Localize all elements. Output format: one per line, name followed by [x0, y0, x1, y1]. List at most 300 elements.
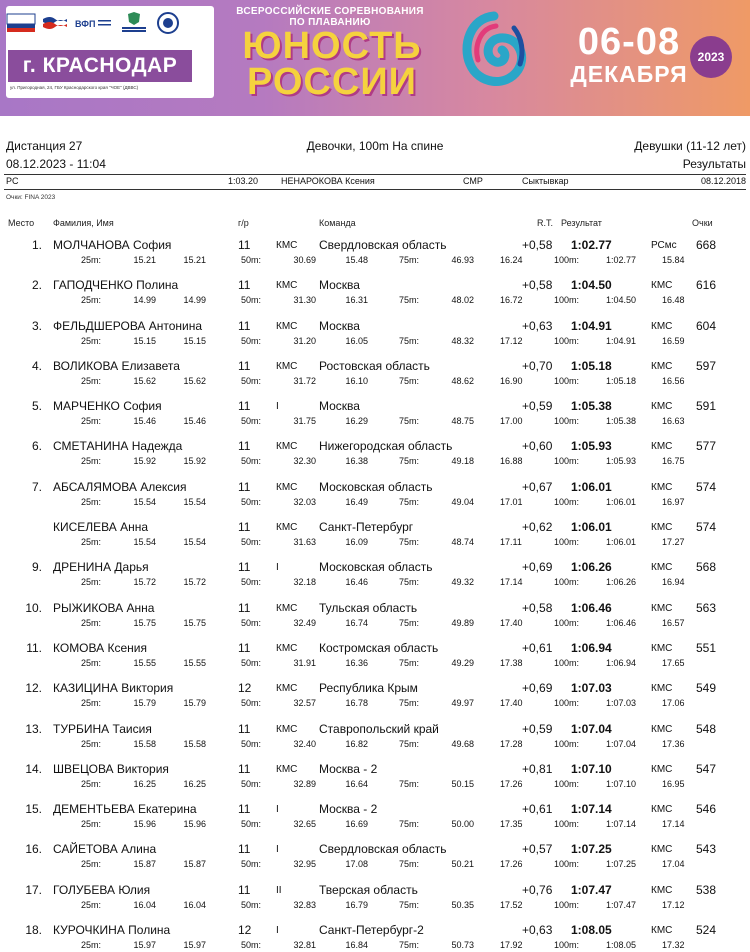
- split-25-time: 15.55: [133, 657, 156, 668]
- split-25-time: 15.97: [133, 940, 156, 951]
- place: 12.: [25, 681, 42, 696]
- split-50-label: 50m:: [241, 295, 262, 306]
- athlete-rank: КМС: [276, 320, 298, 332]
- birth-year: 11: [238, 278, 251, 293]
- split-75-label: 75m:: [399, 375, 420, 386]
- athlete-rank: КМС: [276, 522, 298, 534]
- split-25-cumulative: 15.92: [183, 456, 206, 467]
- split-25-label: 25m:: [81, 496, 102, 507]
- athlete-rank: I: [276, 844, 279, 856]
- result-rank: КМС: [651, 683, 673, 695]
- split-100-label: 100m:: [554, 577, 580, 588]
- birth-year: 11: [238, 520, 251, 535]
- birth-year: 11: [238, 318, 251, 333]
- split-50-cumulative: 31.63: [293, 537, 316, 548]
- column-header-rt: R.T.: [537, 218, 554, 228]
- team: Санкт-Петербург-2: [319, 923, 424, 938]
- split-100-time: 17.27: [662, 537, 685, 548]
- split-25-label: 25m:: [81, 698, 102, 709]
- birth-year: 11: [238, 640, 251, 655]
- split-100-label: 100m:: [554, 657, 580, 668]
- athlete-rank: II: [276, 884, 282, 896]
- athlete-rank: КМС: [276, 481, 298, 493]
- split-50-label: 50m:: [241, 698, 262, 709]
- split-100-label: 100m:: [554, 255, 580, 265]
- split-75-label: 75m:: [399, 859, 420, 870]
- reaction-time: +0,76: [522, 882, 553, 897]
- result-rank: КМС: [651, 401, 673, 413]
- result-time: 1:07.25: [571, 842, 612, 857]
- split-25-time: 16.25: [133, 778, 156, 789]
- split-75-time: 17.52: [500, 899, 523, 910]
- split-75-time: 17.92: [500, 940, 523, 951]
- split-25-time: 15.92: [133, 456, 156, 467]
- split-100-label: 100m:: [554, 617, 580, 628]
- points: 597: [696, 358, 717, 373]
- split-100-cumulative: 1:07.03: [605, 698, 636, 709]
- split-75-label: 75m:: [399, 295, 420, 306]
- points: 591: [696, 399, 717, 414]
- result-row: [0, 800, 750, 840]
- split-50-cumulative: 31.91: [293, 657, 316, 668]
- split-75-label: 75m:: [399, 617, 420, 628]
- reaction-time: +0,58: [522, 600, 553, 615]
- split-25-time: 15.96: [133, 819, 156, 830]
- result-rank: КМС: [651, 844, 673, 856]
- split-25-cumulative: 15.46: [183, 416, 206, 427]
- split-25-cumulative: 15.54: [183, 496, 206, 507]
- split-75-label: 75m:: [399, 899, 420, 910]
- athlete-rank: КМС: [276, 602, 298, 614]
- split-100-time: 16.94: [662, 577, 685, 588]
- result-time: 1:07.04: [571, 721, 612, 736]
- result-time: 1:05.38: [571, 399, 612, 414]
- result-time: 1:05.18: [571, 358, 612, 373]
- split-75-label: 75m:: [399, 537, 420, 548]
- split-100-time: 16.95: [662, 778, 685, 789]
- split-100-label: 100m:: [554, 778, 580, 789]
- athlete-name: ШВЕЦОВА Виктория: [53, 761, 169, 776]
- split-100-cumulative: 1:07.14: [605, 819, 636, 830]
- split-50-time: 16.38: [345, 456, 368, 467]
- split-50-time: 16.36: [345, 657, 368, 668]
- birth-year: 11: [238, 479, 251, 494]
- record-rank: СМР: [463, 176, 483, 186]
- result-row: [0, 518, 750, 558]
- split-50-cumulative: 32.03: [293, 496, 316, 507]
- points: 574: [696, 520, 717, 535]
- split-100-label: 100m:: [554, 738, 580, 749]
- result-time: 1:02.77: [571, 238, 612, 252]
- split-100-cumulative: 1:02.77: [605, 255, 636, 265]
- result-time: 1:07.03: [571, 681, 612, 696]
- split-100-time: 17.04: [662, 859, 685, 870]
- athlete-name: АБСАЛЯМОВА Алексия: [53, 479, 187, 494]
- team: Республика Крым: [319, 681, 418, 696]
- points: 574: [696, 479, 717, 494]
- split-75-time: 17.11: [500, 537, 522, 548]
- place: 14.: [25, 761, 42, 776]
- split-50-time: 16.84: [345, 940, 368, 951]
- team: Костромская область: [319, 640, 439, 655]
- result-row: [0, 881, 750, 921]
- venue-address: ул. Пригородная, 24, ГБУ Краснодарского края "ЧОЕ" (ДВВС): [10, 85, 139, 90]
- points-note: Очки: FINA 2023: [6, 194, 56, 201]
- points: 524: [696, 923, 717, 938]
- team: Москва: [319, 318, 360, 333]
- result-row: [0, 760, 750, 800]
- reaction-time: +0,62: [522, 520, 553, 535]
- split-75-cumulative: 49.32: [451, 577, 474, 588]
- split-100-time: 17.32: [662, 940, 685, 951]
- points: 604: [696, 318, 717, 333]
- header-divider: [4, 174, 746, 175]
- split-25-label: 25m:: [81, 657, 102, 668]
- reaction-time: +0,61: [522, 640, 553, 655]
- split-50-label: 50m:: [241, 657, 262, 668]
- split-100-label: 100m:: [554, 899, 580, 910]
- athlete-rank: КМС: [276, 360, 298, 372]
- result-rank: РСмс: [651, 240, 677, 251]
- result-time: 1:07.10: [571, 761, 612, 776]
- split-100-cumulative: 1:06.26: [605, 577, 636, 588]
- vfp-logo: [74, 11, 112, 35]
- split-75-cumulative: 49.97: [451, 698, 474, 709]
- athlete-rank: I: [276, 925, 279, 937]
- event-title: ЮНОСТЬ РОССИИ: [242, 25, 422, 103]
- athlete-rank: КМС: [276, 683, 298, 695]
- split-50-cumulative: 32.40: [293, 738, 316, 749]
- split-25-label: 25m:: [81, 577, 102, 588]
- result-rank: КМС: [651, 441, 673, 453]
- record-label: PC: [6, 176, 19, 186]
- result-row: [0, 679, 750, 719]
- split-25-label: 25m:: [81, 375, 102, 386]
- split-25-label: 25m:: [81, 537, 102, 548]
- reaction-time: +0,63: [522, 318, 553, 333]
- split-75-time: 17.26: [500, 859, 523, 870]
- result-rank: КМС: [651, 723, 673, 735]
- result-row: [0, 478, 750, 518]
- reaction-time: +0,58: [522, 278, 553, 293]
- reaction-time: +0,67: [522, 479, 553, 494]
- split-75-label: 75m:: [399, 335, 420, 346]
- split-75-label: 75m:: [399, 698, 420, 709]
- split-50-label: 50m:: [241, 537, 262, 548]
- result-rank: КМС: [651, 481, 673, 493]
- split-100-time: 16.63: [662, 416, 685, 427]
- place: 15.: [25, 802, 42, 817]
- result-rank: КМС: [651, 763, 673, 775]
- place: 5.: [31, 399, 42, 414]
- place: 7.: [31, 479, 42, 494]
- split-75-time: 16.88: [500, 456, 523, 467]
- athlete-rank: I: [276, 804, 279, 816]
- place: 18.: [25, 923, 42, 938]
- athlete-name: САЙЕТОВА Алина: [53, 842, 157, 857]
- split-25-cumulative: 15.62: [183, 375, 206, 386]
- split-75-label: 75m:: [399, 738, 420, 749]
- result-time: 1:06.46: [571, 600, 612, 615]
- split-75-time: 17.28: [500, 738, 523, 749]
- split-50-label: 50m:: [241, 255, 262, 265]
- result-rank: КМС: [651, 360, 673, 372]
- athlete-rank: КМС: [276, 763, 298, 775]
- split-25-label: 25m:: [81, 778, 102, 789]
- points: 546: [696, 802, 717, 817]
- reaction-time: +0,63: [522, 923, 553, 938]
- athlete-name: ГАПОДЧЕНКО Полина: [53, 278, 179, 293]
- split-100-cumulative: 1:07.10: [605, 778, 636, 789]
- team: Тульская область: [319, 600, 418, 615]
- split-100-time: 17.14: [662, 819, 685, 830]
- split-50-time: 17.08: [345, 859, 368, 870]
- split-100-label: 100m:: [554, 537, 580, 548]
- split-50-label: 50m:: [241, 416, 262, 427]
- split-100-label: 100m:: [554, 295, 580, 306]
- split-50-time: 16.64: [345, 778, 368, 789]
- athlete-rank: КМС: [276, 240, 298, 251]
- split-25-label: 25m:: [81, 335, 102, 346]
- result-row: [0, 437, 750, 477]
- split-25-time: 15.58: [133, 738, 156, 749]
- athlete-rank: КМС: [276, 441, 298, 453]
- event-dates: 06-08 ДЕКАБРЯ: [570, 21, 688, 87]
- record-time: 1:03.20: [228, 176, 259, 186]
- split-100-time: 16.59: [662, 335, 685, 346]
- split-75-label: 75m:: [399, 657, 420, 668]
- split-25-time: 15.62: [133, 375, 156, 386]
- athlete-name: РЫЖИКОВА Анна: [53, 600, 155, 615]
- reaction-time: +0,70: [522, 358, 553, 373]
- split-25-time: 15.21: [133, 255, 156, 265]
- split-50-time: 16.69: [345, 819, 368, 830]
- split-75-label: 75m:: [399, 819, 420, 830]
- split-75-cumulative: 48.62: [451, 375, 474, 386]
- event-subtitle: ВСЕРОССИЙСКИЕ СОРЕВНОВАНИЯ ПО ПЛАВАНИЮ: [236, 6, 424, 28]
- points: 549: [696, 681, 717, 696]
- athlete-name: ДРЕНИНА Дарья: [53, 560, 149, 575]
- birth-year: 11: [238, 399, 251, 414]
- swirl-logo-icon: [456, 8, 532, 108]
- reaction-time: +0,59: [522, 721, 553, 736]
- result-rank: КМС: [651, 602, 673, 614]
- split-25-time: 15.75: [133, 617, 156, 628]
- split-75-time: 17.40: [500, 698, 523, 709]
- athlete-name: КАЗИЦИНА Виктория: [53, 681, 174, 696]
- split-25-time: 15.15: [133, 335, 156, 346]
- split-100-cumulative: 1:05.18: [605, 375, 636, 386]
- athlete-name: МОЛЧАНОВА София: [53, 238, 172, 252]
- split-100-cumulative: 1:07.04: [605, 738, 636, 749]
- split-75-cumulative: 49.18: [451, 456, 474, 467]
- round-emblem-logo: [156, 11, 180, 35]
- team: Москва - 2: [319, 802, 378, 817]
- team: Москва - 2: [319, 761, 378, 776]
- team: Нижегородская область: [319, 439, 453, 454]
- split-50-label: 50m:: [241, 617, 262, 628]
- place: 10.: [25, 600, 42, 615]
- split-75-label: 75m:: [399, 456, 420, 467]
- split-75-cumulative: 50.21: [451, 859, 474, 870]
- result-rank: КМС: [651, 522, 673, 534]
- team: Московская область: [319, 479, 433, 494]
- split-100-time: 16.97: [662, 496, 685, 507]
- split-100-label: 100m:: [554, 940, 580, 951]
- split-75-label: 75m:: [399, 255, 420, 265]
- birth-year: 11: [238, 842, 251, 857]
- split-100-label: 100m:: [554, 698, 580, 709]
- points: 547: [696, 761, 717, 776]
- distance-number: Дистанция 27: [6, 139, 83, 153]
- result-row: [0, 317, 750, 357]
- split-50-cumulative: 31.20: [293, 335, 316, 346]
- record-date: 08.12.2018: [700, 176, 746, 186]
- split-75-cumulative: 48.02: [451, 295, 474, 306]
- split-50-label: 50m:: [241, 335, 262, 346]
- reaction-time: +0,58: [522, 238, 553, 252]
- split-50-cumulative: 31.75: [293, 416, 316, 427]
- split-75-cumulative: 46.93: [451, 255, 474, 265]
- split-75-time: 16.24: [500, 255, 523, 265]
- split-50-time: 16.05: [345, 335, 368, 346]
- column-header-place: Место: [8, 218, 35, 228]
- column-header-result: Результат: [561, 218, 602, 228]
- team: Ростовская область: [319, 358, 430, 373]
- split-25-label: 25m:: [81, 456, 102, 467]
- place: 6.: [31, 439, 42, 454]
- result-time: 1:06.94: [571, 640, 612, 655]
- athlete-name: СМЕТАНИНА Надежда: [53, 439, 183, 454]
- split-100-time: 17.06: [662, 698, 685, 709]
- result-row: [0, 357, 750, 397]
- result-time: 1:06.01: [571, 479, 612, 494]
- split-75-time: 17.12: [500, 335, 523, 346]
- place: 2.: [31, 278, 42, 293]
- split-75-cumulative: 50.73: [451, 940, 474, 951]
- split-100-cumulative: 1:08.05: [605, 940, 636, 951]
- place: 11.: [26, 640, 42, 655]
- result-row: [0, 397, 750, 437]
- athlete-name: ДЕМЕНТЬЕВА Екатерина: [53, 802, 197, 817]
- split-25-label: 25m:: [81, 859, 102, 870]
- split-50-time: 16.78: [345, 698, 368, 709]
- result-row: [0, 558, 750, 598]
- split-100-cumulative: 1:06.94: [605, 657, 636, 668]
- place: 4.: [31, 358, 42, 373]
- split-75-time: 17.40: [500, 617, 523, 628]
- split-50-label: 50m:: [241, 738, 262, 749]
- team: Свердловская область: [319, 842, 447, 857]
- result-rank: КМС: [651, 562, 673, 574]
- points: 563: [696, 600, 717, 615]
- split-50-time: 16.31: [345, 295, 368, 306]
- team: Санкт-Петербург: [319, 520, 414, 535]
- split-25-cumulative: 14.99: [183, 295, 206, 306]
- svg-text:ВФП: ВФП: [75, 19, 96, 29]
- athlete-rank: КМС: [276, 723, 298, 735]
- split-50-time: 16.49: [345, 496, 368, 507]
- split-50-label: 50m:: [241, 940, 262, 951]
- split-50-cumulative: 32.30: [293, 456, 316, 467]
- split-75-time: 17.38: [500, 657, 523, 668]
- result-time: 1:08.05: [571, 923, 612, 938]
- split-50-label: 50m:: [241, 375, 262, 386]
- split-50-cumulative: 32.57: [293, 698, 316, 709]
- reaction-time: +0,81: [522, 761, 553, 776]
- split-50-cumulative: 32.81: [293, 940, 316, 951]
- split-100-cumulative: 1:05.93: [605, 456, 636, 467]
- split-100-cumulative: 1:06.46: [605, 617, 636, 628]
- split-100-cumulative: 1:04.91: [605, 335, 636, 346]
- split-25-cumulative: 15.79: [183, 698, 206, 709]
- team: Москва: [319, 278, 360, 293]
- split-50-cumulative: 32.89: [293, 778, 316, 789]
- split-25-cumulative: 15.55: [183, 657, 206, 668]
- athlete-name: ФЕЛЬДШЕРОВА Антонина: [53, 318, 203, 333]
- minsport-logo: [6, 11, 36, 35]
- split-100-cumulative: 1:07.25: [605, 859, 636, 870]
- split-25-time: 15.72: [133, 577, 156, 588]
- birth-year: 12: [238, 923, 252, 938]
- split-50-time: 16.79: [345, 899, 368, 910]
- reaction-time: +0,61: [522, 802, 553, 817]
- russia-flag-logo: [42, 11, 68, 35]
- birth-year: 11: [238, 358, 251, 373]
- split-25-time: 14.99: [133, 295, 156, 306]
- age-group: Девушки (11-12 лет): [634, 139, 746, 153]
- record-city: Сыктывкар: [522, 176, 569, 186]
- column-header-team: Команда: [319, 218, 356, 228]
- result-row: [0, 921, 750, 952]
- split-25-cumulative: 15.96: [183, 819, 206, 830]
- athlete-rank: I: [276, 562, 279, 574]
- athlete-name: ТУРБИНА Таисия: [53, 721, 152, 736]
- record-holder: НЕНАРОКОВА Ксения: [281, 176, 375, 186]
- team: Ставропольский край: [319, 721, 439, 736]
- split-100-label: 100m:: [554, 496, 580, 507]
- birth-year: 11: [238, 560, 251, 575]
- record-divider: [4, 189, 746, 190]
- split-25-label: 25m:: [81, 940, 102, 951]
- column-header-name: Фамилия, Имя: [53, 218, 114, 228]
- split-100-cumulative: 1:06.01: [605, 496, 636, 507]
- result-rank: КМС: [651, 320, 673, 332]
- split-100-cumulative: 1:04.50: [605, 295, 636, 306]
- split-25-cumulative: 15.21: [183, 255, 206, 265]
- split-50-cumulative: 31.72: [293, 375, 316, 386]
- result-time: 1:07.47: [571, 882, 612, 897]
- place: 16.: [25, 842, 42, 857]
- split-25-cumulative: 16.04: [183, 899, 206, 910]
- split-25-cumulative: 15.87: [183, 859, 206, 870]
- split-50-cumulative: 32.18: [293, 577, 316, 588]
- athlete-rank: КМС: [276, 642, 298, 654]
- split-75-cumulative: 48.75: [451, 416, 474, 427]
- krasnodar-region-logo: [118, 11, 150, 35]
- event-banner: [0, 0, 750, 116]
- split-100-cumulative: 1:05.38: [605, 416, 636, 427]
- split-50-time: 16.74: [345, 617, 368, 628]
- split-75-cumulative: 49.68: [451, 738, 474, 749]
- split-25-cumulative: 15.15: [183, 335, 206, 346]
- split-75-cumulative: 49.89: [451, 617, 474, 628]
- split-25-label: 25m:: [81, 819, 102, 830]
- split-100-label: 100m:: [554, 375, 580, 386]
- split-25-time: 15.54: [133, 496, 156, 507]
- split-75-time: 17.35: [500, 819, 523, 830]
- split-50-label: 50m:: [241, 859, 262, 870]
